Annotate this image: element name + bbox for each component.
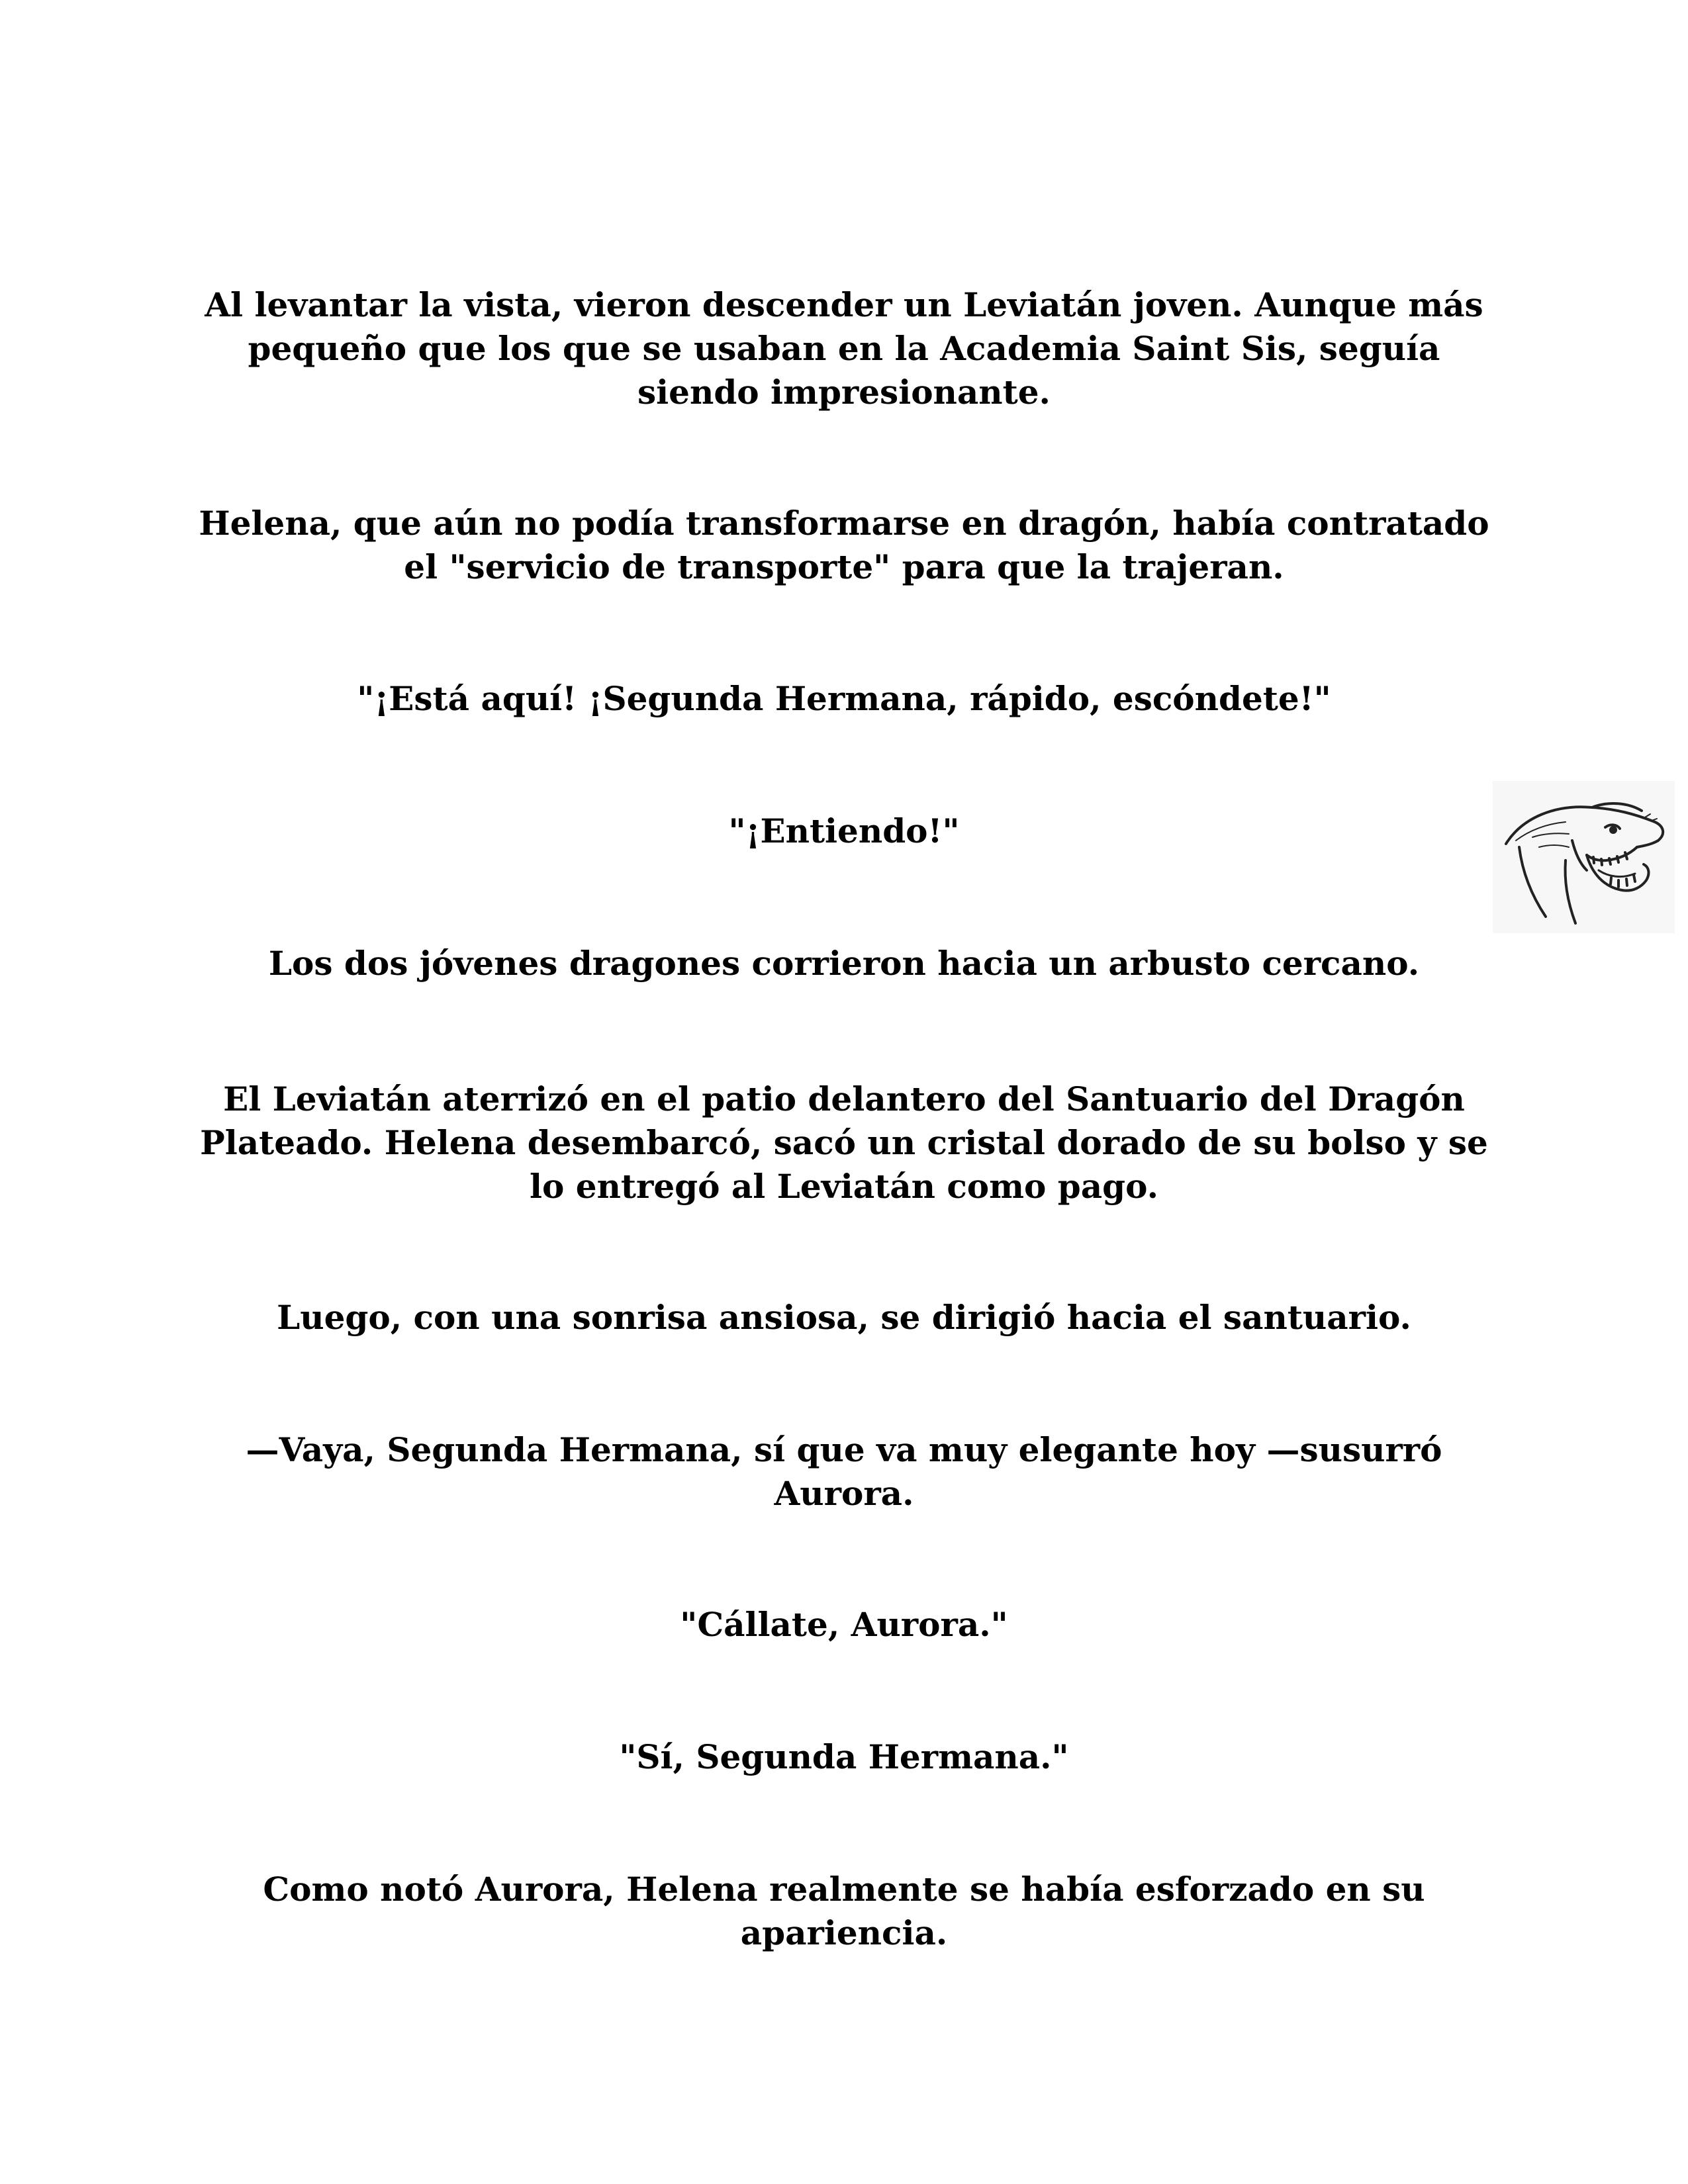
paragraph-10: "Sí, Segunda Hermana." [619,1737,1069,1776]
paragraph-4: "¡Entiendo!" [728,811,960,850]
paragraph-3: "¡Está aquí! ¡Segunda Hermana, rápido, escóndete!" [357,679,1331,718]
paragraph-9: "Cállate, Aurora." [680,1605,1008,1644]
paragraph-7: Luego, con una sonrisa ansiosa, se dirigió hacia el santuario. [277,1298,1411,1337]
paragraph-6: El Leviatán aterrizó en el patio delantero del Santuario del Dragón Plateado. Helena desembarcó, sacó un cristal dorado de su bolso y se lo entregó al Leviatán como pago. [200,1079,1488,1206]
paragraph-2: Helena, que aún no podía transformarse en dragón, había contratado el "servicio de transporte" para que la trajeran. [199,504,1489,586]
paragraph-1: Al levantar la vista, vieron descender un Leviatán joven. Aunque más pequeño que los que se usaban en la Academia Saint Sis, seguía siendo impresionante. [205,285,1483,412]
dinosaur-head-icon [1493,781,1675,933]
paragraph-11: Como notó Aurora, Helena realmente se había esforzado en su apariencia. [263,1870,1425,1952]
paragraph-8: —Vaya, Segunda Hermana, sí que va muy elegante hoy —susurró Aurora. [246,1430,1442,1513]
paragraph-5: Los dos jóvenes dragones corrieron hacia un arbusto cercano. [268,944,1420,983]
